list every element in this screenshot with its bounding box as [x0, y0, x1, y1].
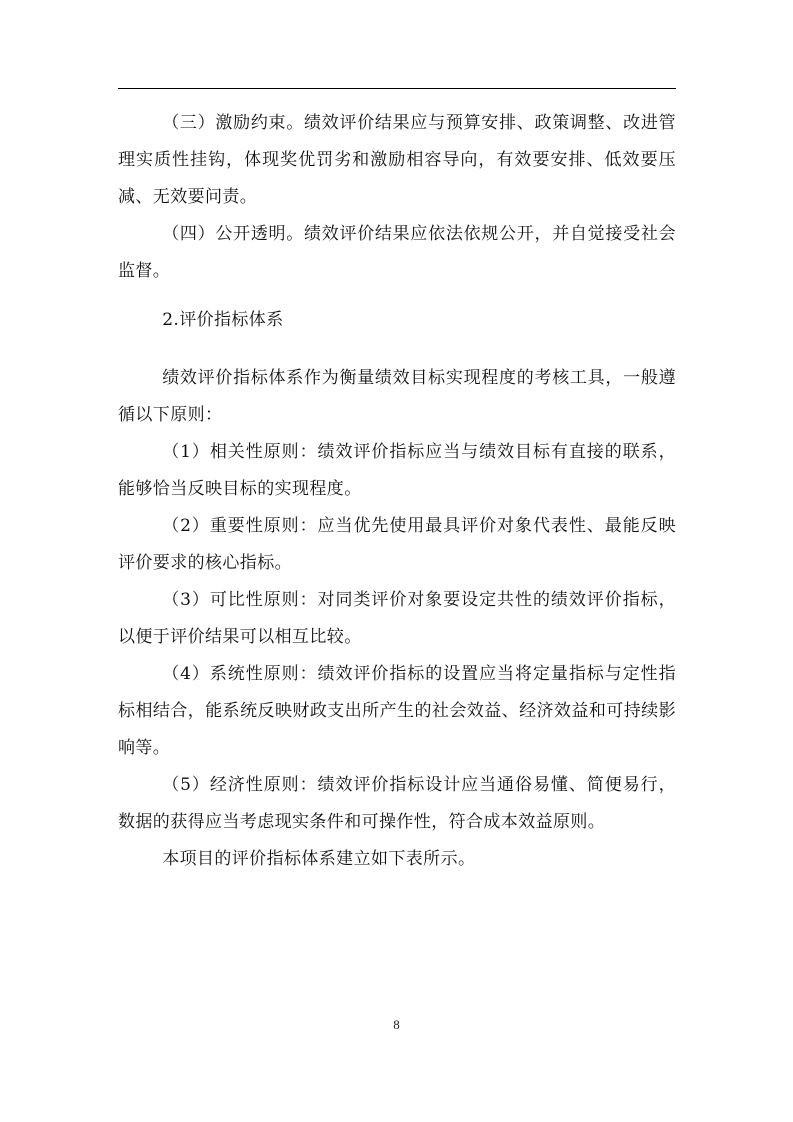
principle-economy: （5）经济性原则：绩效评价指标设计应当通俗易懂、简便易行，数据的获得应当考虑现实条件和可操作性，符合成本效益原则。	[118, 775, 676, 832]
page-number: 8	[393, 1017, 400, 1032]
section-heading: 2.评价指标体系	[162, 310, 284, 330]
paragraph-closing: 本项目的评价指标体系建立如下表所示。	[162, 849, 476, 869]
paragraph-incentive-constraint: （三）激励约束。绩效评价结果应与预算安排、政策调整、改进管理实质性挂钩，体现奖优罚劣和激励相容导向，有效要安排、低效要压减、无效要问责。	[118, 113, 676, 207]
paragraph-intro: 绩效评价指标体系作为衡量绩效目标实现程度的考核工具，一般遵循以下原则：	[118, 368, 676, 425]
page-body	[118, 105, 676, 878]
principle-relevance: （1）相关性原则：绩效评价指标应当与绩效目标有直接的联系，能够恰当反映目标的实现程度。	[118, 442, 676, 499]
principle-importance: （2）重要性原则：应当优先使用最具评价对象代表性、最能反映评价要求的核心指标。	[118, 516, 676, 573]
principle-systematic: （4）系统性原则：绩效评价指标的设置应当将定量指标与定性指标相结合，能系统反映财政支出所产生的社会效益、经济效益和可持续影响等。	[118, 664, 676, 758]
principle-comparability: （3）可比性原则：对同类评价对象要设定共性的绩效评价指标，以便于评价结果可以相互比较。	[118, 590, 676, 647]
header-rule	[118, 88, 676, 89]
paragraph-open-transparency: （四）公开透明。绩效评价结果应依法依规公开，并自觉接受社会监督。	[118, 224, 676, 281]
